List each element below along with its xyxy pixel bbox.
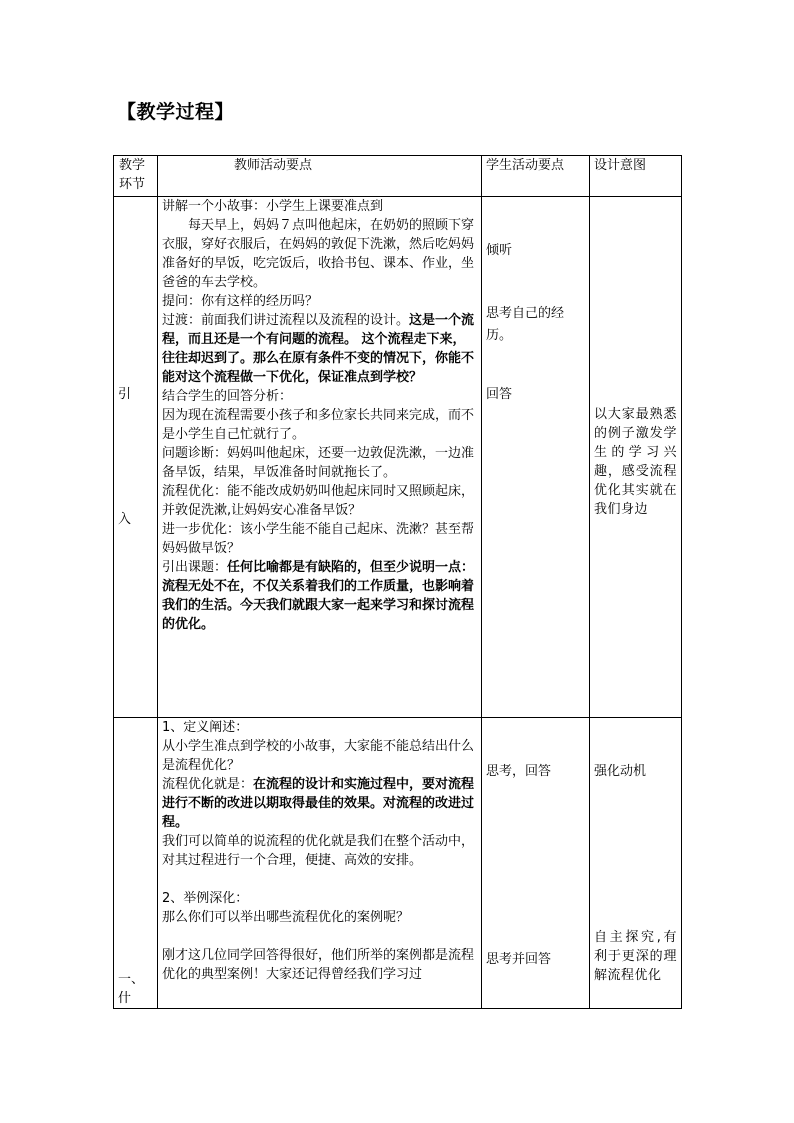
table-row-intro <box>114 197 682 718</box>
table-row-what <box>114 718 682 1009</box>
transition-bold: 这是一个流程，而且还是一个有问题的流程。 这个流程走下来，往往却迟到了。那么在原有条件不变的情况下，你能不能对这个流程做一下优化，保证准点到学校？ <box>162 313 475 385</box>
example-praise: 刚才这几位同学回答得很好，他们所举的案例都是流程优化的典型案例！大家还记得曾经我们学习过 <box>162 948 475 982</box>
what-intent-cell <box>590 718 682 1009</box>
what-stage-cell <box>114 718 158 1009</box>
intent-motivation: 强化动机 <box>594 764 647 779</box>
intent-explore: 自主探究,有利于更深的理解流程优化 <box>594 930 677 983</box>
definition-bold: 在流程的设计和实施过程中，要对流程进行不断的改进以期取得最佳的效果。对流程的改进过程。 <box>162 777 475 830</box>
lesson-table <box>113 155 682 1009</box>
student-think-then-answer: 思考并回答 <box>486 952 552 967</box>
intro-stage-cell <box>114 197 158 718</box>
diagnosis-text: 问题诊断：妈妈叫他起床，还要一边敦促洗漱，一边准备早饭，结果，早饭准备时间就拖长了。 <box>162 446 475 480</box>
example-title: 2、举例深化： <box>162 891 249 906</box>
student-listen: 倾听 <box>486 243 513 258</box>
header-intent: 设计意图 <box>590 156 682 197</box>
table-header-row <box>114 156 682 197</box>
definition-paragraph <box>162 775 477 832</box>
student-think: 思考自己的经历。 <box>486 306 565 343</box>
analysis-title: 结合学生的回答分析： <box>162 389 293 404</box>
student-think-answer: 思考，回答 <box>486 764 552 779</box>
topic-plain: 引出课题： <box>162 560 228 575</box>
intro-teacher-cell <box>158 197 482 718</box>
transition-paragraph <box>162 311 477 387</box>
question-text: 提问：你有这样的经历吗？ <box>162 294 319 309</box>
intro-intent: 以大家最熟悉的例子激发学生的学习兴趣，感受流程优化其实就在我们身边 <box>594 407 677 517</box>
analysis-body: 因为现在流程需要小孩子和多位家长共同来完成，而不是小学生自己忙就行了。 <box>162 408 475 442</box>
definition-plain: 流程优化就是： <box>162 777 254 792</box>
intro-intent-cell <box>590 197 682 718</box>
student-answer: 回答 <box>486 387 513 402</box>
what-student-cell <box>482 718 590 1009</box>
further-text: 进一步优化：该小学生能不能自己起床、洗漱？甚至帮妈妈做早饭？ <box>162 522 475 556</box>
header-stage: 教学环节 <box>114 156 158 197</box>
section-heading: 【教学过程】 <box>117 101 235 123</box>
intro-stage-bottom: 入 <box>118 512 132 527</box>
intro-stage-top: 引 <box>118 387 132 402</box>
intro-student-cell <box>482 197 590 718</box>
what-teacher-cell <box>158 718 482 1009</box>
story-title: 讲解一个小故事：小学生上课要准点到 <box>162 199 384 214</box>
definition-question: 从小学生准点到学校的小故事，大家能不能总结出什么是流程优化？ <box>162 739 475 773</box>
example-question: 那么你们可以举出哪些流程优化的案例呢？ <box>162 910 410 925</box>
what-stage: 一、什 <box>118 972 145 1006</box>
header-teacher: 教师活动要点 <box>158 156 482 197</box>
topic-bold: 任何比喻都是有缺陷的，但至少说明一点：流程无处不在，不仅关系着我们的工作质量，也影响着我们的生活。今天我们就跟大家一起来学习和探讨流程的优化。 <box>162 560 475 632</box>
definition-simple: 我们可以简单的说流程的优化就是我们在整个活动中，对其过程进行一个合理，便捷、高效的安排。 <box>162 834 475 868</box>
story-body: 每天早上，妈妈７点叫他起床，在奶奶的照顾下穿衣服，穿好衣服后，在妈妈的敦促下洗漱，然后吃妈妈准备好的早饭，吃完饭后，收拾书包、课本、作业，坐爸爸的车去学校。 <box>162 218 475 290</box>
transition-plain: 过渡：前面我们讲过流程以及流程的设计。 <box>162 313 410 328</box>
header-student: 学生活动要点 <box>482 156 590 197</box>
definition-title: 1、定义阐述： <box>162 720 249 735</box>
topic-paragraph <box>162 558 477 634</box>
optimize-text: 流程优化：能不能改成奶奶叫他起床同时又照顾起床，并敦促洗漱,让妈妈安心准备早饭？ <box>162 484 475 518</box>
